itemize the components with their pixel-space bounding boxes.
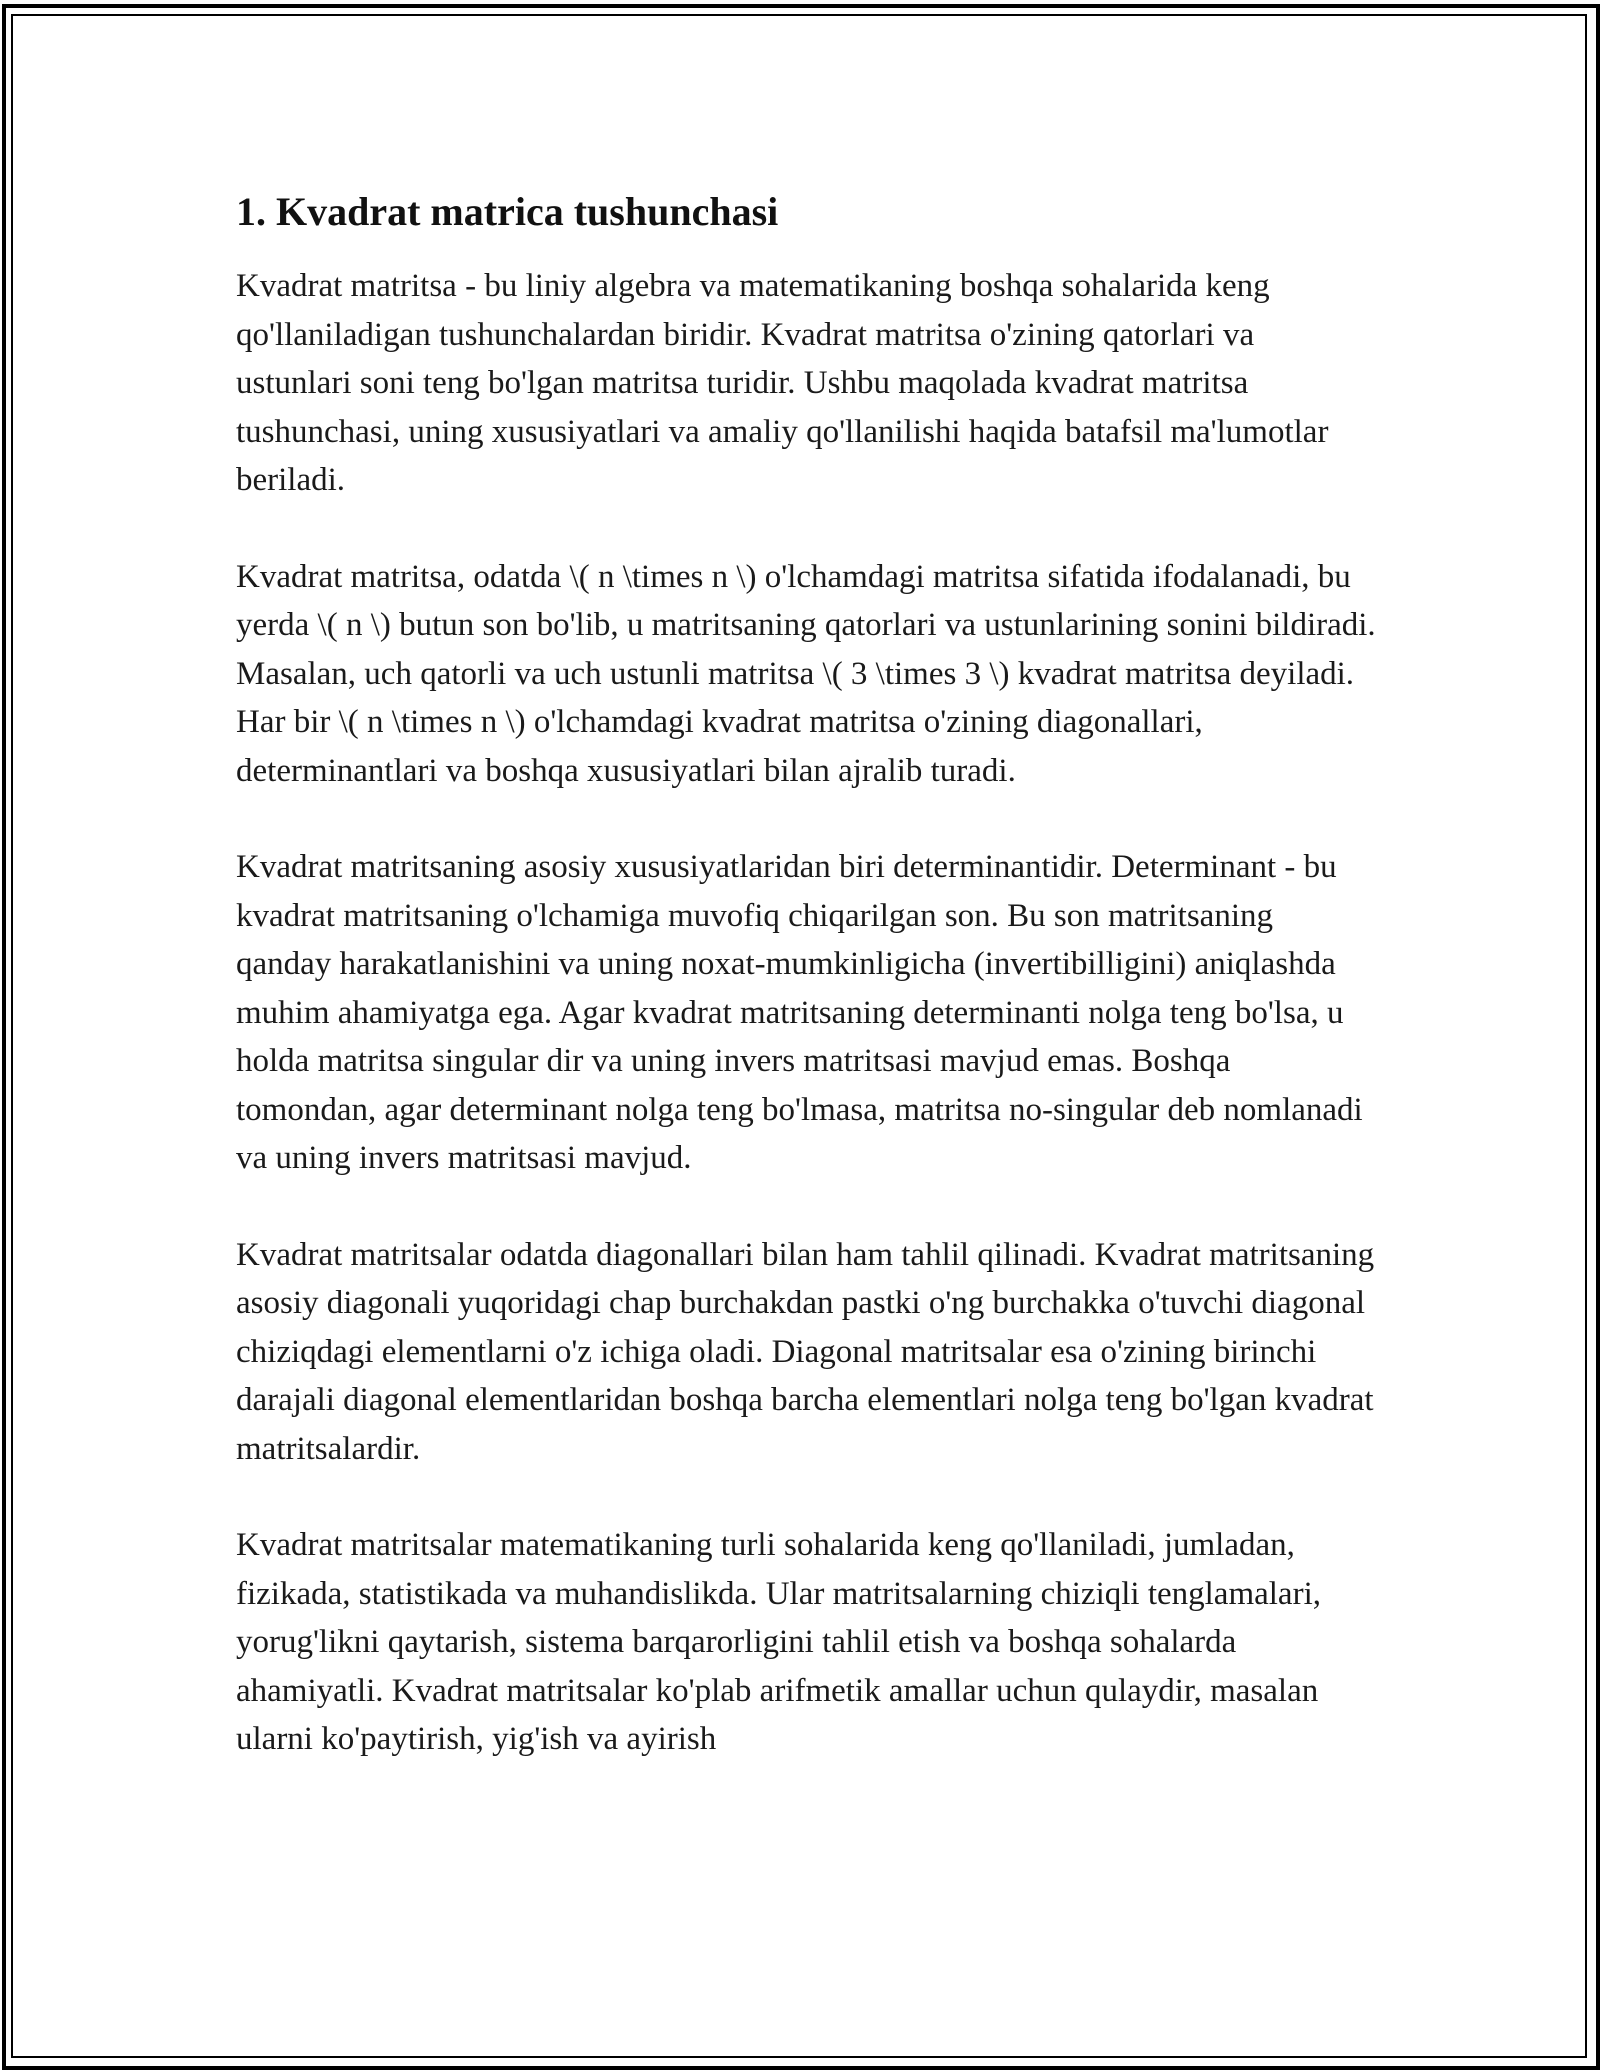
section-title: 1. Kvadrat matrica tushunchasi <box>236 189 779 234</box>
paragraph-intro: Kvadrat matritsa - bu liniy algebra va matematikaning boshqa sohalarida keng qo'llaniladigan tushunchalardan biridir. Kvadrat matritsa o'zining qatorlari va ustunlari soni teng bo'lgan matritsa turidir. Ushbu maqolada kvadrat matritsa tushunchasi, uning xususiyatlari va amaliy qo'llanilishi haqida batafsil ma'lumotlar beriladi. <box>236 268 1329 498</box>
paragraph-determinant: Kvadrat matritsaning asosiy xususiyatlaridan biri determinantidir. Determinant - bu kvadrat matritsaning o'lchamiga muvofiq chiqarilgan son. Bu son matritsaning qanday harakatlanishini va uning noxat-mumkinligicha (invertibilligini) aniqlashda muhim ahamiyatga ega. Agar kvadrat matritsaning determinanti nolga teng bo'lsa, u holda matritsa singular dir va uning invers matritsasi mavjud emas. Boshqa tomondan, agar determinant nolga teng bo'lmasa, matritsa no-singular deb nomlanadi va uning invers matritsasi mavjud. <box>236 849 1363 1176</box>
paragraph-dimensions: Kvadrat matritsa, odatda \( n \times n \) o'lchamdagi matritsa sifatida ifodalanadi, bu yerda \( n \) butun son bo'lib, u matritsaning qatorlari va ustunlarining sonini bildiradi. Masalan, uch qatorli va uch ustunli matritsa \( 3 \times 3 \) kvadrat matritsa deyiladi. Har bir \( n \times n \) o'lchamdagi kvadrat matritsa o'zining diagonallari, determinantlari va boshqa xususiyatlari bilan ajralib turadi. <box>236 558 1376 789</box>
paragraph-diagonals: Kvadrat matritsalar odatda diagonallari bilan ham tahlil qilinadi. Kvadrat matritsaning asosiy diagonali yuqoridagi chap burchakdan pastki o'ng burchakka o'tuvchi diagonal chiziqdagi elementlarni o'z ichiga oladi. Diagonal matritsalar esa o'zining birinchi darajali diagonal elementlaridan boshqa barcha elementlari nolga teng bo'lgan kvadrat matritsalardir. <box>236 1236 1375 1467</box>
document-body <box>236 186 1376 1812</box>
paragraph-applications: Kvadrat matritsalar matematikaning turli sohalarida keng qo'llaniladi, jumladan, fizikada, statistikada va muhandislikda. Ular matritsalarning chiziqli tenglamalari, yorug'likni qaytarish, sistema barqarorligini tahlil etish va boshqa sohalarda ahamiyatli. Kvadrat matritsalar ko'plab arifmetik amallar uchun qulaydir, masalan ularni ko'paytirish, yig'ish va ayirish <box>236 1527 1321 1757</box>
